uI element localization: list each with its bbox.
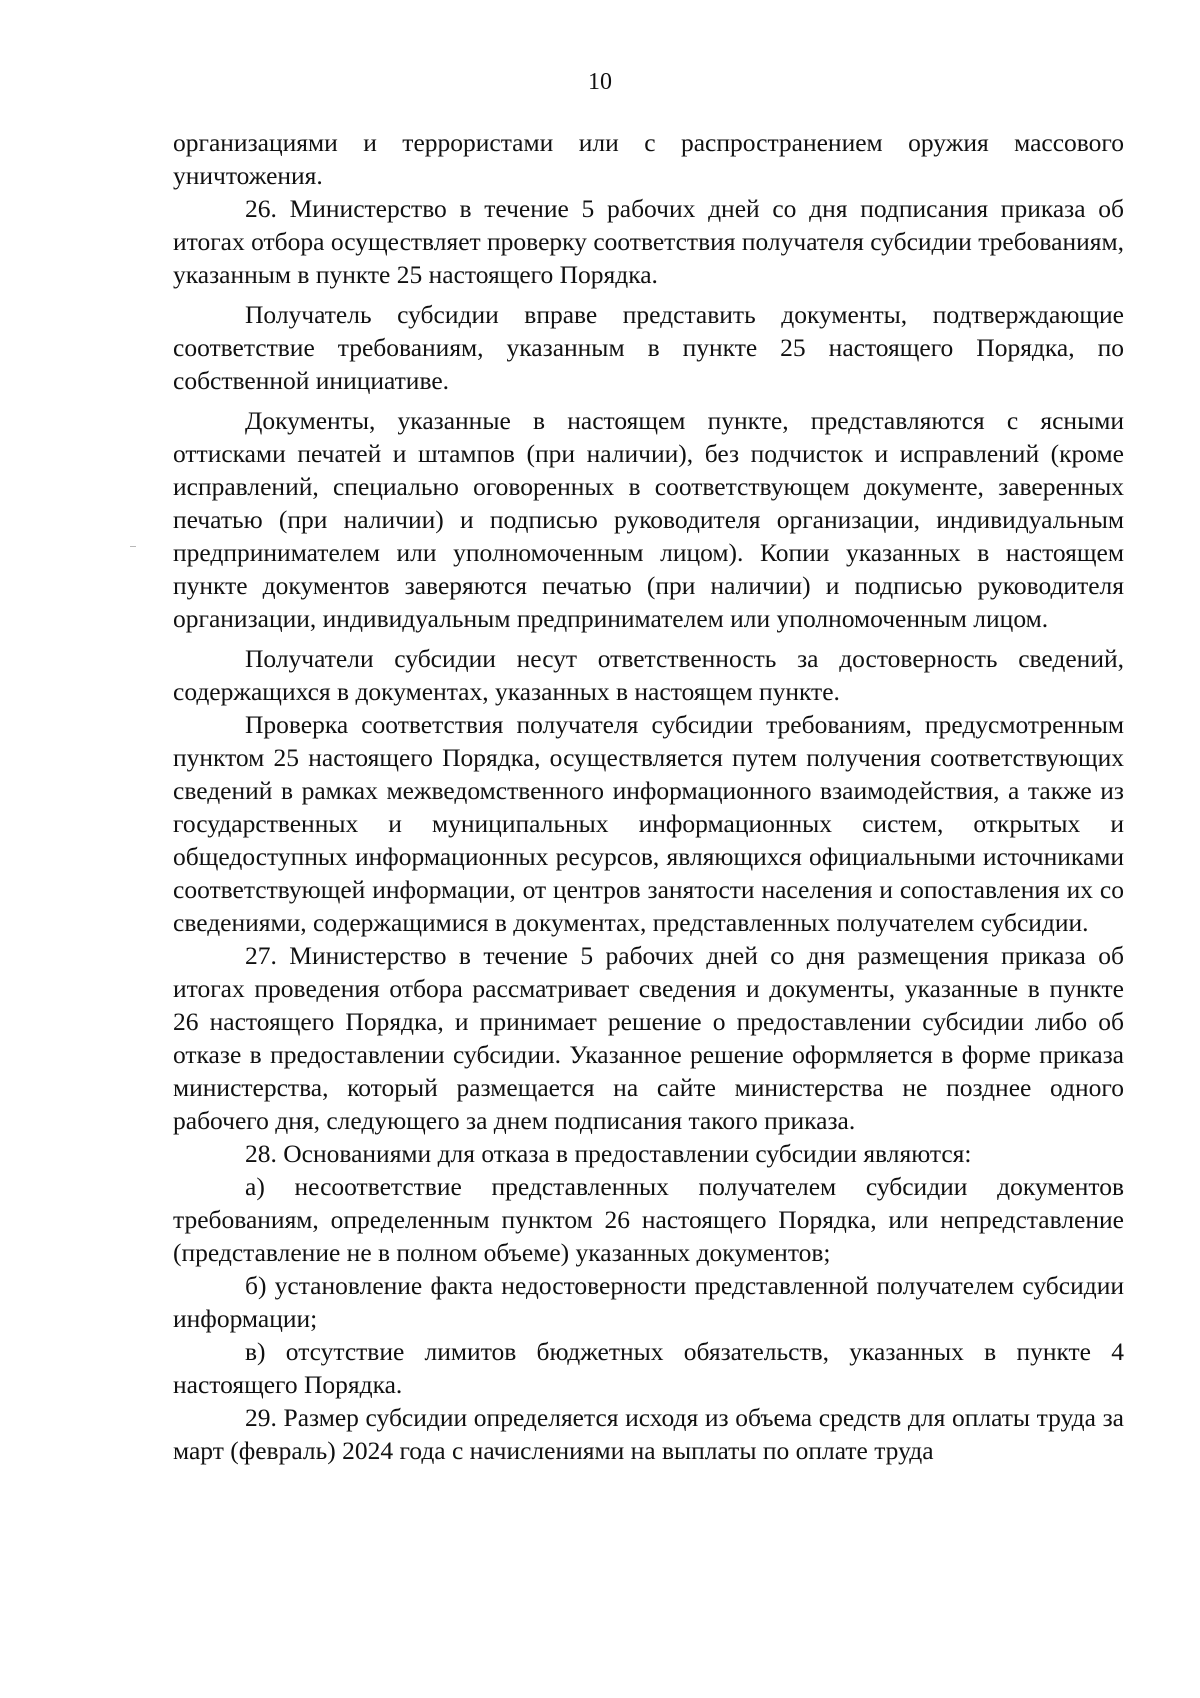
- page-number: 10: [588, 69, 612, 95]
- paragraph-item-27: 27. Министерство в течение 5 рабочих дней со дня размещения приказа об итогах проведения отбора рассматривает сведения и документы, указанные в пункте 26 настоящего Порядка, и принимает решение о предоставлении субсидии либо об отказе в предоставлении субсидии. Указанное решение оформляется в форме приказа министерства, который размещается на сайте министерства не позднее одного рабочего дня, следующего за днем подписания такого приказа.: [173, 941, 1124, 1135]
- scan-artifact-mark: [130, 546, 136, 547]
- paragraph-recipient-responsibility: Получатели субсидии несут ответственность за достоверность сведений, содержащихся в документах, указанных в настоящем пункте.: [173, 644, 1124, 706]
- paragraph-continuation: организациями и террористами или с распространением оружия массового уничтожения.: [173, 128, 1124, 190]
- list-item-28-a: а) несоответствие представленных получателем субсидии документов требованиям, определенным пунктом 26 настоящего Порядка, или непредставление (представление не в полном объеме) указанных документов;: [173, 1172, 1124, 1267]
- paragraph-item-28: 28. Основаниями для отказа в предоставлении субсидии являются:: [245, 1139, 972, 1168]
- paragraph-document-requirements: Документы, указанные в настоящем пункте, представляются с ясными оттисками печатей и штампов (при наличии), без подчисток и исправлений (кроме исправлений, специально оговоренных в соответствующем документе, заверенных печатью (при наличии) и подписью руководителя организации, индивидуальным предпринимателем или уполномоченным лицом). Копии указанных в настоящем пункте документов заверяются печатью (при наличии) и подписью руководителя организации, индивидуальным предпринимателем или уполномоченным лицом.: [173, 406, 1124, 633]
- paragraph-item-29: 29. Размер субсидии определяется исходя из объема средств для оплаты труда за март (февраль) 2024 года с начислениями на выплаты по оплате труда: [173, 1403, 1124, 1465]
- paragraph-recipient-documents-right: Получатель субсидии вправе представить документы, подтверждающие соответствие требованиям, указанным в пункте 25 настоящего Порядка, по собственной инициативе.: [173, 300, 1124, 395]
- list-item-28-v: в) отсутствие лимитов бюджетных обязательств, указанных в пункте 4 настоящего Порядка.: [173, 1337, 1124, 1399]
- paragraph-item-26: 26. Министерство в течение 5 рабочих дней со дня подписания приказа об итогах отбора осуществляет проверку соответствия получателя субсидии требованиям, указанным в пункте 25 настоящего Порядка.: [173, 194, 1124, 289]
- document-body: [173, 126, 1124, 1467]
- list-item-28-b: б) установление факта недостоверности представленной получателем субсидии информации;: [173, 1271, 1124, 1333]
- paragraph-verification-procedure: Проверка соответствия получателя субсидии требованиям, предусмотренным пунктом 25 настоящего Порядка, осуществляется путем получения соответствующих сведений в рамках межведомственного информационного взаимодействия, а также из государственных и муниципальных информационных систем, открытых и общедоступных информационных ресурсов, являющихся официальными источниками соответствующей информации, от центров занятости населения и сопоставления их со сведениями, содержащимися в документах, представленных получателем субсидии.: [173, 710, 1124, 937]
